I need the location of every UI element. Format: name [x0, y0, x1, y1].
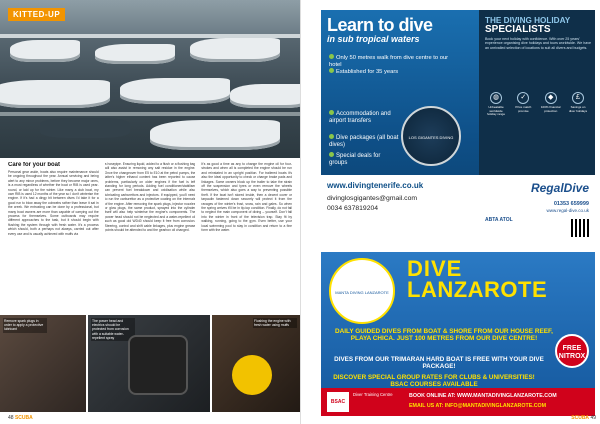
flushing-photo — [212, 315, 300, 412]
free-nitrox-badge: FREE NITROX — [555, 334, 589, 368]
regal-feature: £ Savings on diver holidays — [568, 94, 588, 113]
article-heading: Care for your boat — [8, 162, 61, 168]
regal-blurb: Book your next holiday with confidence. With over 25 years' experience organising dive holidays and tours worldwide. We have an unrivalled selection of locations to suit all divers and budgets. — [485, 37, 592, 50]
bullet-icon — [329, 134, 334, 139]
tick-item: Only 50 metres walk from dive centre to our hotel — [329, 55, 449, 68]
article-column-3: It's as good a time as any to change the engine oil for four-strokes and when all is completed the engine should be run and reinstated in an upright position. For trailered boats it's also the ideal opportunity to check or change brake pads and linkages. Some owners block up the trailer to take the strain off the suspension and tyres or even remove the wheels themselves, which also goes a way to preventing possible theft. If the boat isn't stored inside, then a decent cover or tarpaulin fastened down securely will protect it from the ravages of the winter's frost, snow, rain and gales. So when the spring arrives it'll be in tip-top condition. Finally, do not fail to neglect the main component of diving – yourself. Don't fall into the winter in front of the television trap. Stay fit by walking, running, going to the gym. Even better, use your local swimming pool to stay in condition and return to a fine form with the water. — [201, 162, 293, 233]
power-head-photo — [88, 315, 210, 412]
qr-code-icon — [571, 219, 589, 237]
tenerife-contact — [321, 175, 479, 246]
marina-photo — [0, 0, 300, 158]
lanzarote-title-1: DIVE — [407, 256, 463, 281]
trimaran-text: DIVES FROM OUR TRIMARAN HARD BOAT IS FREE WITH YOUR DIVE PACKAGE! — [334, 356, 544, 371]
tenerife-subheadline: in sub tropical waters — [327, 34, 420, 44]
bullet-icon — [329, 110, 334, 115]
globe-icon: ◍ — [490, 92, 502, 104]
article-body — [8, 162, 292, 312]
feature-item: Accommodation and airport transfers — [329, 111, 391, 124]
regal-headline: THE DIVING HOLIDAY SPECIALISTS Book your next holiday with confidence. With over 25 years' experience organising dive holidays and tours worldwide. We have an unrivalled selection of locations to suit all divers and budgets. — [485, 16, 595, 50]
regal-url[interactable]: www.regal-dive.co.uk — [546, 208, 589, 213]
tenerife-email[interactable]: divinglosgigantes@gmail.com — [327, 195, 418, 202]
caption-1: Remove spark plugs in order to apply a protective lubricant — [3, 318, 47, 333]
bullet-icon — [329, 152, 334, 157]
regal-advert — [479, 10, 595, 246]
caption-2: The power head and electrics should be protected from corrosion with a suitable water-repellent spray — [91, 318, 135, 341]
tenerife-advert — [321, 10, 479, 246]
right-page-number: SCUBA 49 — [571, 415, 596, 421]
book-online-link[interactable]: BOOK ONLINE AT: WWW.MANTADIVINGLANZAROTE.COM — [409, 393, 557, 399]
article-column-2: a hosepipe. Ensuring liquid, added to a flush or a flushing bag will also assist in removing any salt residue in the engine. Once the changeover from E5 to E10 at the petrol pumps, the latter's higher ethanol content has been reported to cause problems, particularly on older engines if the fuel is left standing for long periods. Adding fuel conditioner/stabiliser can prevent fuel breakdown and oxidisation while also lubricating carburettors and injectors. If equipped, you'll need to run the carburettor as a protective coating on the internals of the engine. After removing the spark plugs, injector nozzles or glow plugs, the same product, sprayed into the cylinder itself will also help winterise the engine's components. The power head should not be neglected and a water-repellent oil such as good old WD40 should keep it free from corrosion. Steering, control and shift cable linkages, plus engine grease points should be attended to and the gearbox oil changed. — [104, 162, 196, 233]
regal-icon-row — [485, 92, 589, 117]
spark-plug-photo — [0, 315, 86, 412]
bullet-icon — [329, 54, 334, 59]
bullet-icon — [329, 68, 334, 73]
tenerife-website[interactable]: www.divingtenerife.co.uk — [327, 181, 424, 190]
lanzarote-footer — [321, 388, 595, 416]
photo-strip — [0, 315, 300, 412]
tag-icon: ✓ — [517, 92, 529, 104]
left-page-number: 48 SCUBA — [8, 415, 33, 421]
dive-centre-seal: LOS GIGANTES DIVING — [401, 106, 461, 166]
tick-item: Established for 35 years — [329, 68, 398, 76]
regal-phone: 01353 659999 — [553, 201, 589, 207]
daily-dives-text: DAILY GUIDED DIVES FROM BOAT & SHORE FROM OUR HOUSE REEF, PLAYA CHICA. JUST 100 METRES FROM OUR DIVE CENTRE! — [335, 328, 553, 343]
training-centre-label: Diver Training Centre — [353, 392, 393, 397]
email-link[interactable]: EMAIL US AT: INFO@MANTADIVINGLANZAROTE.COM — [409, 403, 547, 409]
shield-icon: ◆ — [545, 92, 557, 104]
regal-contact — [479, 175, 595, 246]
feature-item: Special deals for groups — [329, 153, 381, 166]
caption-3: Flushing the engine with fresh water using muffs — [253, 318, 297, 328]
article-column-1: Personal gear aside, boats also require maintenance should be ongoing throughout the year. Annual servicing and being alert to any minor problems, before they become major ones, is a must regardless of whether the boat or RIB is used year-round, or laid up for the winter. Like many a club boat, my own RIB is used 12 months of the year so I don't winterise the engine. If it's had a dingy bit between dives I'd take it for a good run to blow away the cobwebs rather than leave it sat in the creek. We entrusting can be done by a professional, but many boat owners are more than capable of carrying out the process for themselves. Some outboards may require different approaches to the task, but it should begin with flushing the system through with fresh water. It's a process which should, both a perhaps not always, carried out after every use and is usually achieved with muffs via — [8, 170, 99, 236]
regal-feature: ◆ 100% financial protection — [540, 94, 561, 113]
manta-logo: MANTA DIVING LANZAROTE — [329, 258, 395, 324]
lanzarote-title-2: LANZAROTE — [407, 277, 548, 302]
regal-feature: ✓ Price match promise — [515, 94, 532, 113]
feature-item: Dive packages (all boat dives) — [329, 135, 399, 148]
bsac-logo: BSAC — [327, 392, 349, 412]
group-rates-text: DISCOVER SPECIAL GROUP RATES FOR CLUBS & UNIVERSITIES! BSAC COURSES AVAILABLE — [333, 374, 535, 389]
tenerife-phone: 0034 637819204 — [327, 205, 379, 212]
regal-feature: ◍ Unbeatable worldwide holiday range — [486, 94, 505, 117]
abta-logo: ABTA ATOL — [485, 217, 513, 223]
lanzarote-advert — [321, 252, 595, 416]
regal-logo: RegalDive — [530, 181, 589, 195]
tenerife-headline: Learn to dive — [327, 15, 433, 35]
section-tag: KITTED-UP — [8, 8, 65, 21]
tenerife-regal-advert — [321, 10, 595, 246]
right-page — [300, 0, 600, 424]
pound-icon: £ — [572, 92, 584, 104]
